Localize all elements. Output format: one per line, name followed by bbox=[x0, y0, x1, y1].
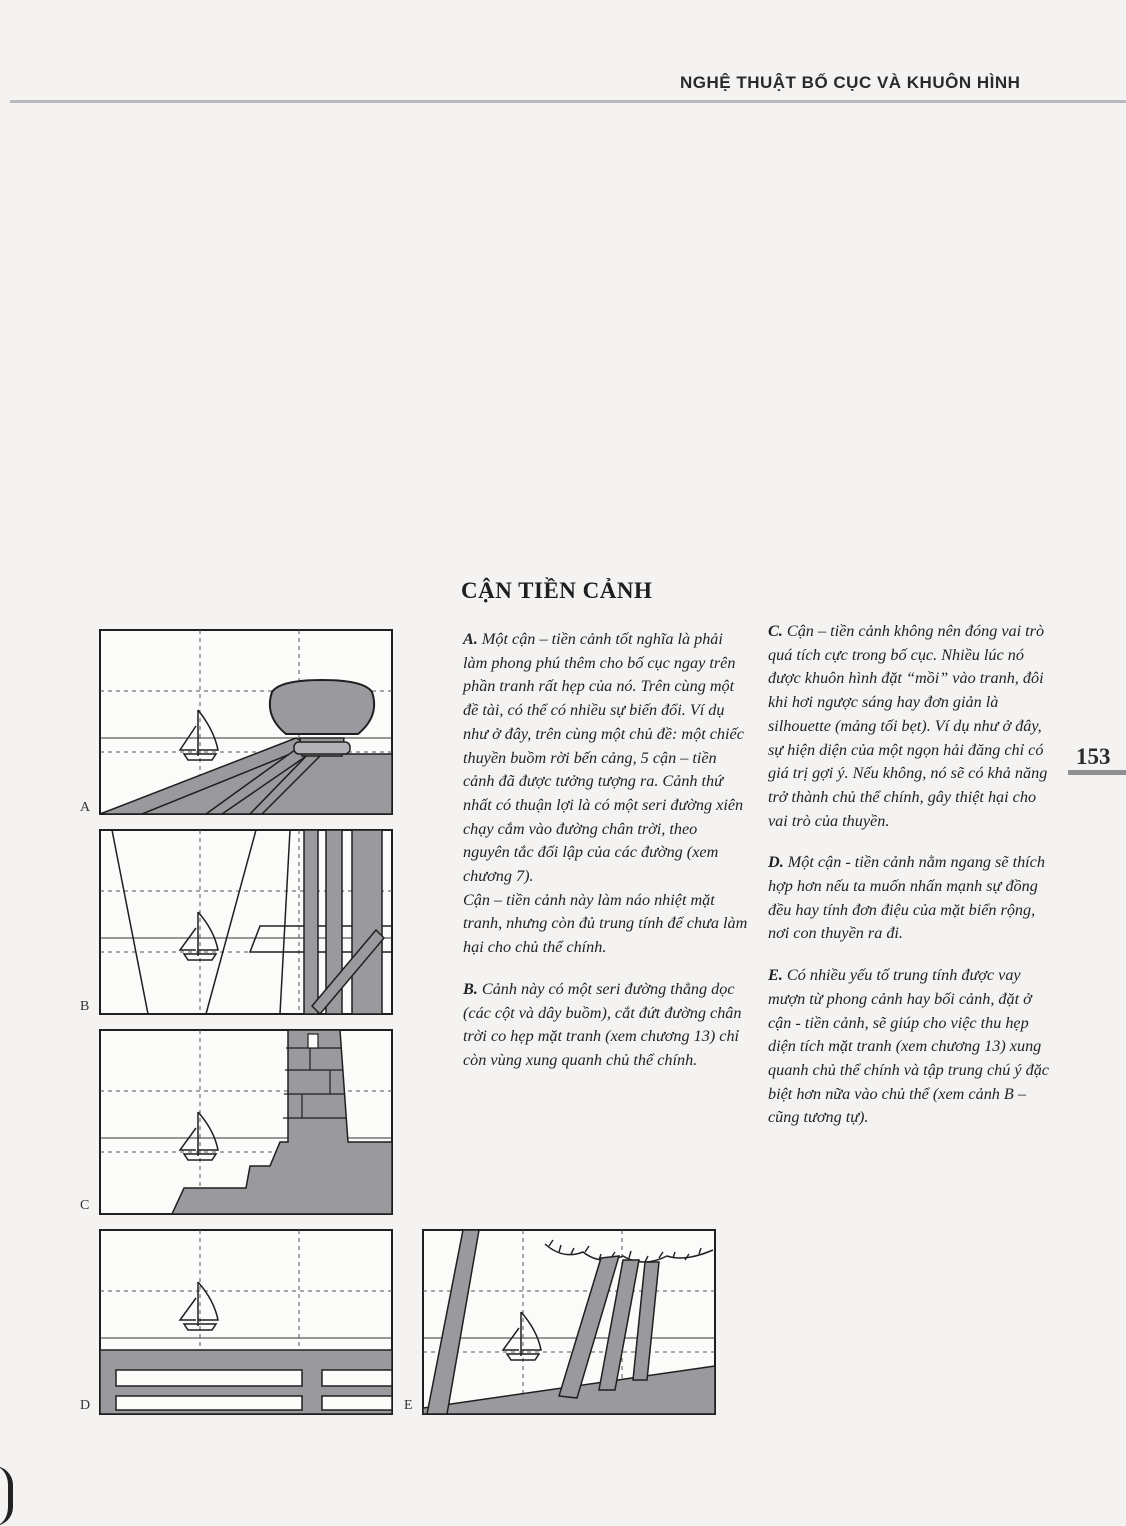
panel-c-label: C bbox=[80, 1198, 90, 1213]
panel-b-illustration bbox=[100, 830, 394, 1016]
panel-d-label: D bbox=[80, 1398, 91, 1413]
paragraph-e-text: Có nhiều yếu tố trung tính được vay mượn từ phong cảnh hay bối cảnh, đặt ở cận - tiền cảnh, sẽ giúp cho việc thu hẹp diện tích mặt tranh (xem chương 13) xung quanh chủ thể chính và tập trung chú ý đặc biệt hơn nữa vào chủ thể (xem cảnh B – cũng tương tự). bbox=[768, 966, 1049, 1127]
panel-d-illustration bbox=[100, 1230, 394, 1416]
section-title: CẬN TIỀN CẢNH bbox=[461, 578, 653, 603]
paragraph-c-text: Cận – tiền cảnh không nên đóng vai trò quá tích cực trong bố cục. Nhiều lúc nó được khuôn hình đặt “mồi” vào tranh, đôi khi hơi ngược sáng hay đơn giản là silhouette (mảng tối bẹt). Ví dụ như ở đây, sự hiện diện của một ngọn hải đăng chỉ có giá trị gợi ý. Nếu không, nó sẽ có khả năng trở thành chủ thể chính, gây thiệt hại cho vai trò của thuyền. bbox=[768, 622, 1048, 830]
panel-e-label: E bbox=[404, 1398, 413, 1413]
paragraph-a-text: Một cận – tiền cảnh tốt nghĩa là phải làm phong phú thêm cho bố cục ngay trên phần tranh rất hẹp của nó. Trên cùng một đề tài, có thể có nhiều sự biến đổi. Ví dụ như ở đây, trên cùng một chủ đề: một chiếc thuyền buồm rời bến cảng, 5 cận – tiền cảnh đã được tưởng tượng ra. Cảnh thứ nhất có thuận lợi là có một seri đường xiên chạy cắm vào đường chân trời, theo nguyên tắc đối lập của các đường (xem chương 7). bbox=[463, 630, 744, 886]
page-number: 153 bbox=[1076, 744, 1111, 769]
paragraph-d-lead: D. bbox=[768, 853, 784, 872]
paragraph-e-lead: E. bbox=[768, 966, 783, 985]
paragraph-d bbox=[768, 851, 1058, 946]
paragraph-b bbox=[463, 978, 748, 1073]
text-column-right bbox=[768, 620, 1058, 1148]
text-column-left bbox=[463, 628, 748, 1091]
paragraph-c-lead: C. bbox=[768, 622, 783, 640]
header-rule bbox=[10, 100, 1126, 103]
paragraph-e bbox=[768, 964, 1058, 1130]
paragraph-a-lead: A. bbox=[463, 630, 478, 648]
page-number-tab bbox=[1068, 770, 1126, 775]
paragraph-d-text: Một cận - tiền cảnh nằm ngang sẽ thích hợp hơn nếu ta muốn nhấn mạnh sự đồng đều hay tính đơn điệu của mặt biển rộng, nơi con thuyền ra đi. bbox=[768, 853, 1045, 943]
panel-b-label: B bbox=[80, 999, 90, 1014]
panel-c-illustration bbox=[100, 1030, 394, 1216]
panel-a-illustration bbox=[100, 630, 394, 816]
binding-edge-mark bbox=[0, 1466, 13, 1526]
paragraph-b-text: Cảnh này có một seri đường thẳng dọc (các cột và dây buồm), cắt đứt đường chân trời co hẹp mặt tranh (xem chương 13) chỉ còn vùng xung quanh chủ thể chính. bbox=[463, 979, 742, 1069]
paragraph-c bbox=[768, 620, 1058, 833]
paragraph-b-lead: B. bbox=[463, 979, 478, 998]
paragraph-a-text-2: Cận – tiền cảnh này làm náo nhiệt mặt tranh, nhưng còn đủ trung tính để chưa làm hại cho chủ thể chính. bbox=[463, 890, 748, 957]
running-title: NGHỆ THUẬT BỐ CỤC VÀ KHUÔN HÌNH bbox=[680, 73, 1021, 92]
panel-e-illustration bbox=[423, 1230, 717, 1416]
paragraph-a bbox=[463, 628, 748, 960]
panel-a-label: A bbox=[80, 800, 91, 815]
